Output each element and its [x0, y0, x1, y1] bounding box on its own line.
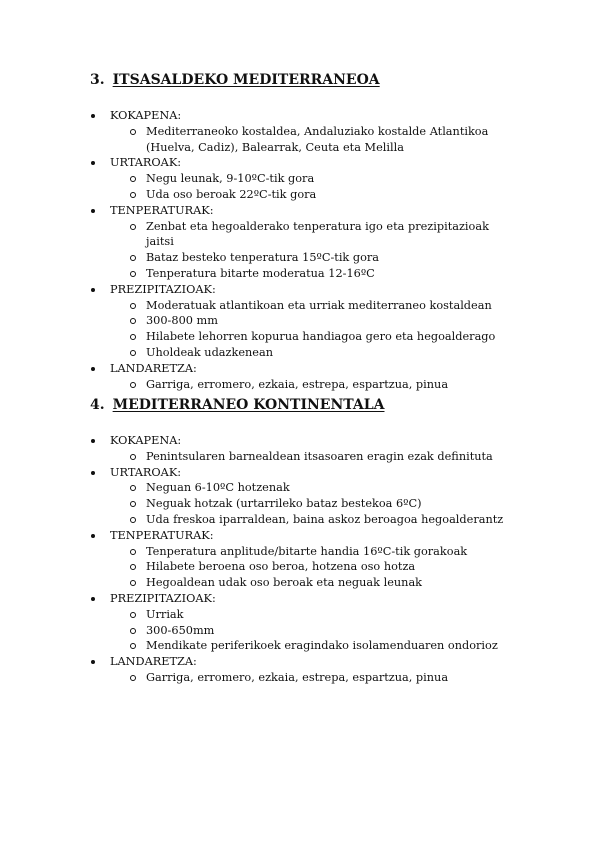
bullet-list [0, 108, 600, 392]
sub-list-item-text: Tenperatura bitarte moderatua 12-16ºC [146, 266, 375, 280]
sub-list-item [0, 449, 600, 465]
sub-list-item [0, 496, 600, 512]
sub-list-item-text: Garriga, erromero, ezkaia, estrepa, espartzua, pinua [146, 670, 449, 684]
bullet-icon [91, 114, 95, 118]
section-heading [90, 72, 380, 88]
list-item-label: PREZIPITAZIOAK: [110, 591, 216, 605]
hollow-bullet-icon [130, 612, 136, 618]
bullet-list [0, 433, 600, 686]
sub-list-item-text: Zenbat eta hegoalderako tenperatura igo eta prezipitazioak jaitsi [146, 219, 489, 249]
list-item-label: KOKAPENA: [110, 434, 182, 447]
bullet-icon [91, 597, 95, 601]
hollow-bullet-icon [130, 549, 136, 555]
list-item-label: LANDARETZA: [110, 655, 197, 669]
hollow-bullet-icon [130, 517, 136, 523]
sub-list-item [0, 219, 600, 251]
list-item-label: LANDARETZA: [110, 361, 197, 375]
sub-list-item [0, 171, 600, 187]
hollow-bullet-icon [130, 271, 136, 277]
bullet-icon [91, 161, 95, 165]
sub-list-item [0, 313, 600, 329]
sub-list-item [0, 512, 600, 528]
sub-list-item [0, 607, 600, 623]
sub-list-item [0, 377, 600, 393]
sub-list-item-text: 300-650mm [146, 623, 215, 637]
sub-list-item [0, 345, 600, 361]
section-number: 3. [90, 72, 105, 88]
hollow-bullet-icon [130, 224, 136, 230]
list-item [0, 528, 600, 544]
list-item [0, 282, 600, 298]
sub-list-item-text: Hilabete beroena oso beroa, hotzena oso hotza [146, 560, 416, 574]
list-item [0, 361, 600, 377]
bullet-icon [91, 660, 95, 664]
list-item-label: KOKAPENA: [110, 109, 182, 122]
hollow-bullet-icon [130, 454, 136, 460]
section-title: ITSASALDEKO MEDITERRANEOA [112, 72, 380, 88]
sub-list-item-text: Uholdeak udazkenean [146, 345, 273, 359]
sub-list-item-text: Neguan 6-10ºC hotzenak [146, 481, 290, 495]
list-item-label: PREZIPITAZIOAK: [110, 282, 216, 296]
sub-list-item [0, 329, 600, 345]
sub-list-item [0, 480, 600, 496]
bullet-icon [91, 534, 95, 538]
list-item [0, 203, 600, 219]
sub-list-item-text: Urriak [146, 607, 184, 621]
sub-list-item [0, 250, 600, 266]
hollow-bullet-icon [130, 303, 136, 309]
hollow-bullet-icon [130, 643, 136, 649]
list-item-label: URTAROAK: [110, 156, 182, 170]
hollow-bullet-icon [130, 628, 136, 634]
sub-list-item-text: Uda freskoa iparraldean, baina askoz beroagoa hegoalderantz [146, 512, 504, 526]
list-item [0, 654, 600, 670]
hollow-bullet-icon [130, 176, 136, 182]
list-item-label: URTAROAK: [110, 465, 182, 479]
list-item-label: TENPERATURAK: [110, 528, 214, 542]
hollow-bullet-icon [130, 501, 136, 507]
hollow-bullet-icon [130, 350, 136, 356]
bullet-icon [91, 288, 95, 292]
sub-list-item [0, 124, 600, 156]
hollow-bullet-icon [130, 485, 136, 491]
list-item [0, 108, 600, 124]
sub-list-item [0, 298, 600, 314]
sub-list-item-text: Garriga, erromero, ezkaia, estrepa, espartzua, pinua [146, 377, 449, 391]
hollow-bullet-icon [130, 192, 136, 198]
sub-list-item-text: 300-800 mm [146, 314, 218, 328]
sub-list-item-text: Negu leunak, 9-10ºC-tik gora [146, 172, 315, 186]
hollow-bullet-icon [130, 334, 136, 340]
sub-list-item-text: Neguak hotzak (urtarrileko bataz bestekoa 6ºC) [146, 497, 422, 511]
list-item [0, 433, 600, 449]
sub-list-item-text: Tenperatura anplitude/bitarte handia 16ºC-tik gorakoak [146, 544, 468, 558]
sub-list-item [0, 266, 600, 282]
section-heading [90, 397, 384, 413]
sub-list-item-text: Moderatuak atlantikoan eta urriak mediterraneo kostaldean [146, 298, 492, 312]
section-number: 4. [90, 397, 105, 413]
list-item [0, 465, 600, 481]
sub-list-item [0, 670, 600, 686]
sub-list-item-text: Hegoaldean udak oso beroak eta neguak leunak [146, 576, 423, 590]
sub-list-item [0, 638, 600, 654]
bullet-icon [91, 471, 95, 475]
hollow-bullet-icon [130, 580, 136, 586]
sub-list-item-text: Penintsularen barnealdean itsasoaren eragin ezak definituta [146, 449, 493, 463]
list-item-label: TENPERATURAK: [110, 203, 214, 217]
sub-list-item-text: Bataz besteko tenperatura 15ºC-tik gora [146, 251, 380, 265]
list-item [0, 591, 600, 607]
sub-list-item [0, 559, 600, 575]
bullet-icon [91, 209, 95, 213]
sub-list-item [0, 187, 600, 203]
sub-list-item-text: Mendikate periferikoek eragindako isolamenduaren ondorioz [146, 639, 498, 653]
sub-list-item-text: Mediterraneoko kostaldea, Andaluziako kostalde Atlantikoa (Huelva, Cadiz), Balearrak, Ceuta eta Melilla [146, 124, 489, 154]
section-title: MEDITERRANEO KONTINENTALA [112, 397, 385, 413]
list-item [0, 155, 600, 171]
sub-list-item [0, 575, 600, 591]
bullet-icon [91, 367, 95, 371]
hollow-bullet-icon [130, 564, 136, 570]
hollow-bullet-icon [130, 255, 136, 261]
sub-list-item-text: Hilabete lehorren kopurua handiagoa gero eta hegoalderago [146, 330, 496, 344]
hollow-bullet-icon [130, 318, 136, 324]
sub-list-item [0, 544, 600, 560]
sub-list-item [0, 623, 600, 639]
hollow-bullet-icon [130, 675, 136, 681]
hollow-bullet-icon [130, 129, 136, 135]
hollow-bullet-icon [130, 382, 136, 388]
bullet-icon [91, 439, 95, 443]
sub-list-item-text: Uda oso beroak 22ºC-tik gora [146, 187, 317, 201]
